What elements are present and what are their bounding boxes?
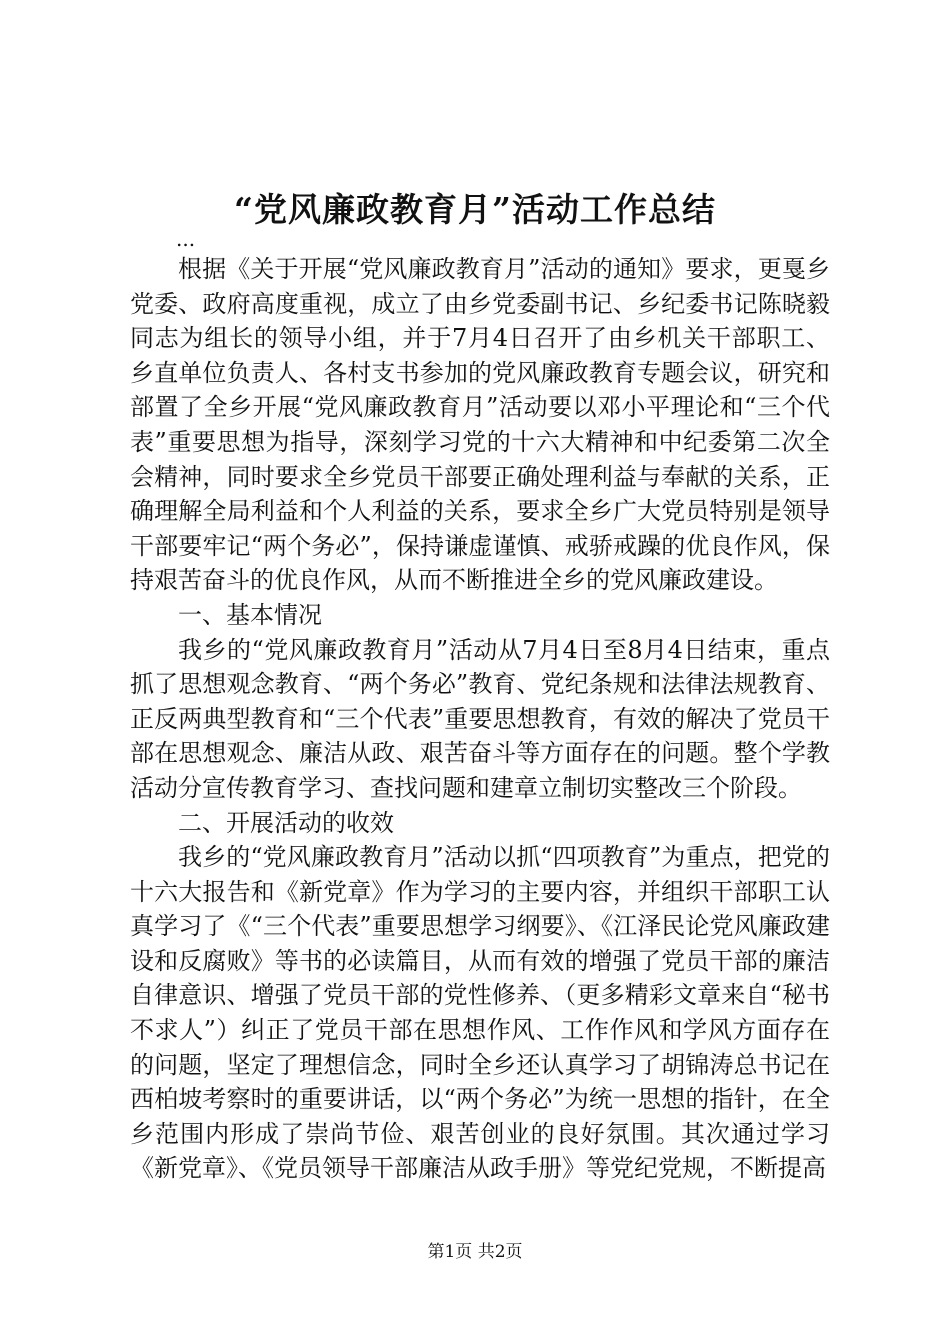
document-body bbox=[130, 226, 830, 1186]
page-footer: 第1页 共2页 bbox=[427, 1242, 523, 1262]
results-paragraph: 我乡的“党风廉政教育月”活动以抓“四项教育”为重点，把党的十六大报告和《新党章》作为学习的主要内容，并组织干部职工认真学习了《“三个代表”重要思想学习纲要》、《江泽民论党风廉政建设和反腐败》等书的必读篇目，从而有效的增强了党员干部的廉洁自律意识、增强了党员干部的党性修养、（更多精彩文章来自“秘书不求人”）纠正了党员干部在思想作风、工作作风和学风方面存在的问题，坚定了理想信念，同时全乡还认真学习了胡锦涛总书记在西柏坡考察时的重要讲话，以“两个务必”为统一思想的指针，在全乡范围内形成了崇尚节俭、艰苦创业的良好氛围。其次通过学习《新党章》、《党员领导干部廉洁从政手册》等党纪党规，不断提高 bbox=[130, 843, 830, 1183]
basic-situation-paragraph: 我乡的“党风廉政教育月”活动从7月4日至8月4日结束，重点抓了思想观念教育、“两个务必”教育、党纪条规和法律法规教育、正反两典型教育和“三个代表”重要思想教育，有效的解决了党员干部在思想观念、廉洁从政、艰苦奋斗等方面存在的问题。整个学教活动分宣传教育学习、查找问题和建章立制切实整改三个阶段。 bbox=[130, 635, 830, 802]
section-heading-basic-situation: 一、基本情况 bbox=[178, 600, 322, 629]
page-title: “党风廉政教育月”活动工作总结 bbox=[234, 190, 716, 229]
section-heading-results: 二、开展活动的收效 bbox=[178, 808, 394, 837]
ellipsis-mark: ... bbox=[176, 227, 196, 251]
intro-paragraph: 根据《关于开展“党风廉政教育月”活动的通知》要求，更戛乡党委、政府高度重视，成立了由乡党委副书记、乡纪委书记陈晓毅同志为组长的领导小组，并于7月4日召开了由乡机关干部职工、乡直单位负责人、各村支书参加的党风廉政教育专题会议，研究和部置了全乡开展“党风廉政教育月”活动要以邓小平理论和“三个代表”重要思想为指导，深刻学习党的十六大精神和中纪委第二次全会精神，同时要求全乡党员干部要正确处理利益与奉献的关系，正确理解全局利益和个人利益的关系，要求全乡广大党员特别是领导干部要牢记“两个务必”，保持谦虚谨慎、戒骄戒躁的优良作风，保持艰苦奋斗的优良作风，从而不断推进全乡的党风廉政建设。 bbox=[130, 255, 830, 595]
